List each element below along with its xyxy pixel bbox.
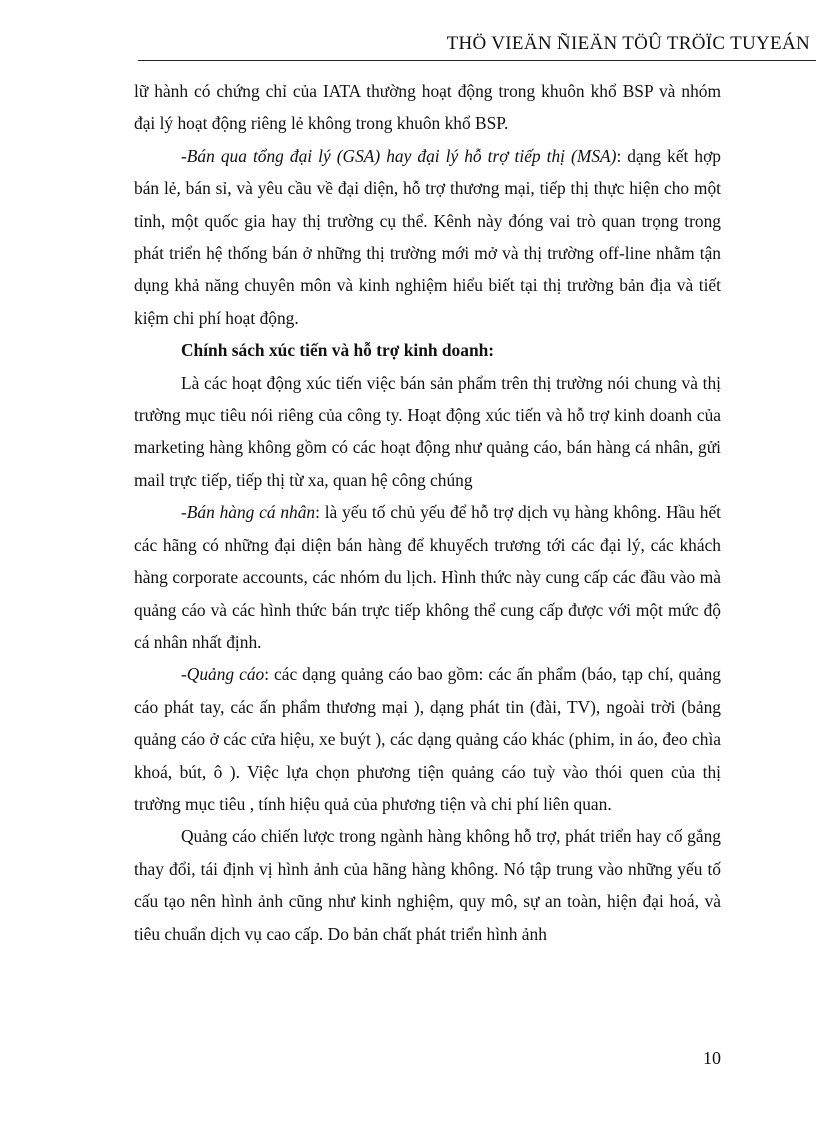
paragraph-gsa bbox=[134, 140, 721, 334]
paragraph-promotion: Là các hoạt động xúc tiến việc bán sản phẩm trên thị trường nói chung và thị trường mục tiêu nói riêng của công ty. Hoạt động xúc tiến và hỗ trợ kinh doanh của marketing hàng không gồm có các hoạt động như quảng cáo, bán hàng cá nhân, gửi mail trực tiếp, tiếp thị từ xa, quan hệ công chúng bbox=[134, 372, 721, 490]
personal-selling-text: : là yếu tố chủ yếu để hỗ trợ dịch vụ hàng không. Hầu hết các hãng có những đại diện bán hàng để khuyếch trương tới các đại lý, các khách hàng corporate accounts, các nhóm du lịch. Hình thức này cung cấp các đầu vào mà quảng cáo và các hình thức bán trực tiếp không thể cung cấp được với một mức độ cá nhân nhất định. bbox=[134, 502, 721, 652]
page-number: 10 bbox=[703, 1048, 721, 1068]
paragraph-continued: lữ hành có chứng chỉ của IATA thường hoạt động trong khuôn khổ BSP và nhóm đại lý hoạt động riêng lẻ không trong khuôn khổ BSP. bbox=[134, 81, 721, 134]
advertising-label: -Quảng cáo bbox=[181, 664, 265, 685]
page-header: THÖ VIEÄN ÑIEÄN TÖÛ TRÖÏC TUYEÁN bbox=[446, 33, 810, 54]
gsa-label: -Bán qua tổng đại lý (GSA) hay đại lý hỗ trợ tiếp thị (MSA) bbox=[181, 145, 617, 166]
personal-selling-label: -Bán hàng cá nhân bbox=[181, 502, 316, 523]
paragraph-strategic-advertising: Quảng cáo chiến lược trong ngành hàng không hỗ trợ, phát triển hay cố gắng thay đổi, tái định vị hình ảnh của hãng hàng không. Nó tập trung vào những yếu tố cấu tạo nên hình ảnh cũng như kinh nghiệm, quy mô, sự an toàn, hiện đại hoá, và tiêu chuẩn dịch vụ cao cấp. Do bản chất phát triển hình ảnh bbox=[134, 826, 721, 944]
gsa-text: : dạng kết hợp bán lẻ, bán sỉ, và yêu cầu về đại diện, hỗ trợ thương mại, tiếp thị thực hiện cho một tỉnh, một quốc gia hay thị trường cụ thể. Kênh này đóng vai trò quan trọng trong phát triển hệ thống bán ở những thị trường mới mở và thị trường off-line nhằm tận dụng khả năng chuyên môn và kinh nghiệm hiểu biết tại thị trường bản địa và tiết kiệm chi phí hoạt động. bbox=[134, 145, 722, 328]
document-body bbox=[134, 75, 721, 950]
paragraph-advertising bbox=[134, 658, 721, 820]
section-heading: Chính sách xúc tiến và hỗ trợ kinh doanh: bbox=[181, 340, 495, 361]
paragraph-personal-selling bbox=[134, 496, 721, 658]
advertising-text: : các dạng quảng cáo bao gồm: các ấn phẩm (báo, tạp chí, quảng cáo phát tay, các ấn phẩm thương mại ), dạng phát tin (đài, TV), ngoài trời (bảng quảng cáo ở các cửa hiệu, xe buýt ), các dạng quảng cáo khác (phim, in áo, đeo chìa khoá, bút, ô ). Việc lựa chọn phương tiện quảng cáo tuỳ vào thói quen của thị trường mục tiêu , tính hiệu quả của phương tiện và chi phí liên quan. bbox=[134, 664, 721, 814]
header-rule bbox=[138, 60, 816, 61]
